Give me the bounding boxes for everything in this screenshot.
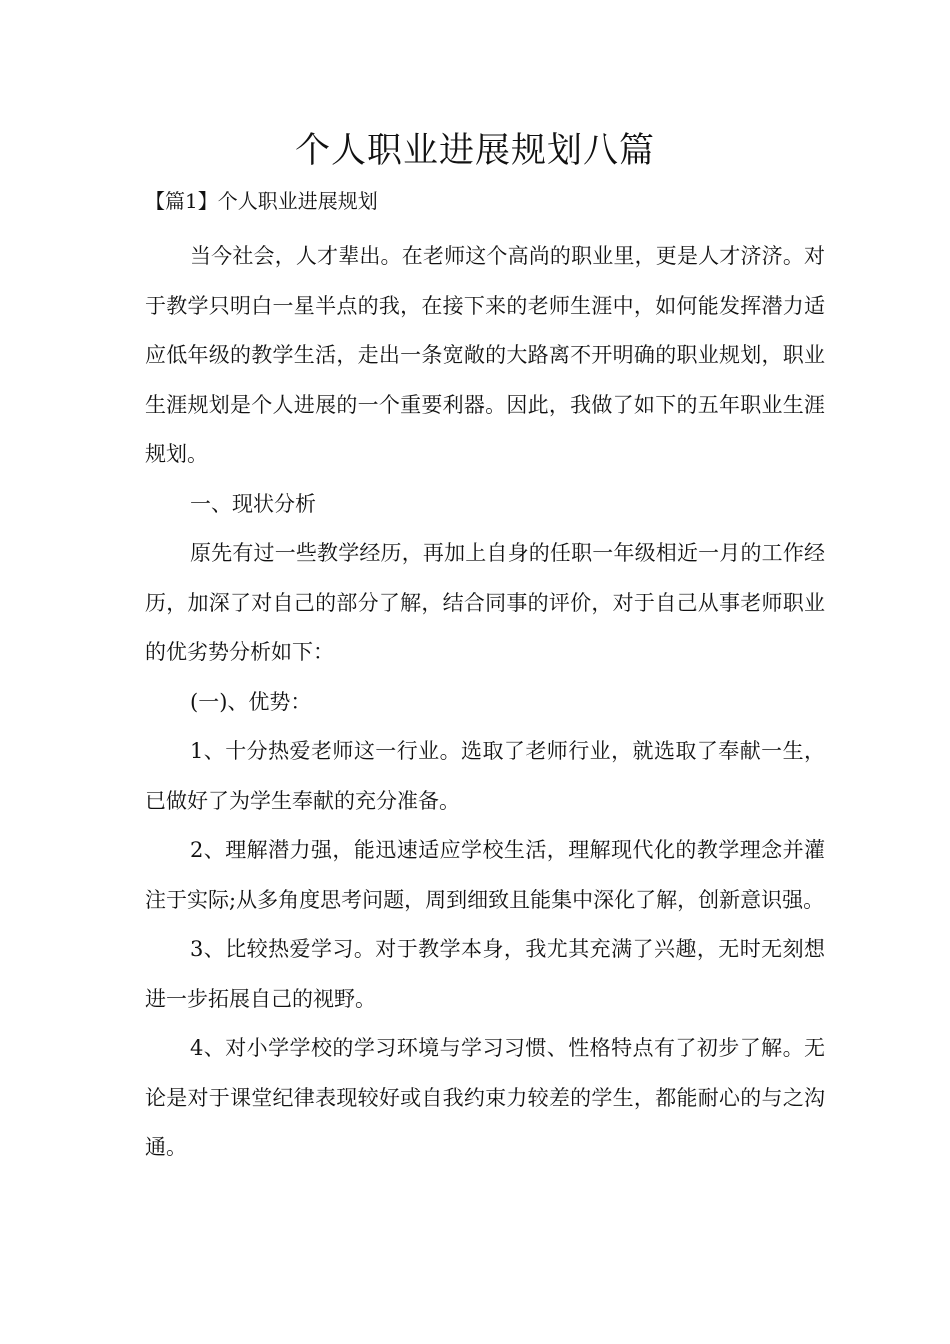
paragraph-strength-4: 4、对小学学校的学习环境与学习习惯、性格特点有了初步了解。无论是对于课堂纪律表现较好或自我约束力较差的学生，都能耐心的与之沟通。 xyxy=(145,1036,825,1159)
document-body xyxy=(145,232,825,1173)
section-heading: 【篇1】个人职业进展规划 xyxy=(145,189,378,213)
paragraph-strengths-heading: (一)、优势： xyxy=(190,689,312,714)
paragraph-intro: 当今社会，人才辈出。在老师这个高尚的职业里，更是人才济济。对于教学只明白一星半点的我，在接下来的老师生涯中，如何能发挥潜力适应低年级的教学生活，走出一条宽敞的大路离不开明确的职业规划，职业生涯规划是个人进展的一个重要利器。因此，我做了如下的五年职业生涯规划。 xyxy=(145,244,825,466)
paragraph-strength-1: 1、十分热爱老师这一行业。选取了老师行业，就选取了奉献一生，已做好了为学生奉献的充分准备。 xyxy=(145,739,825,813)
paragraph-strength-2: 2、理解潜力强，能迅速适应学校生活，理解现代化的教学理念并灌注于实际;从多角度思考问题，周到细致且能集中深化了解，创新意识强。 xyxy=(145,838,825,912)
paragraph-strength-3: 3、比较热爱学习。对于教学本身，我尤其充满了兴趣，无时无刻想进一步拓展自己的视野。 xyxy=(145,937,825,1011)
paragraph-status-heading: 一、现状分析 xyxy=(190,491,316,516)
paragraph-status-analysis: 原先有过一些教学经历，再加上自身的任职一年级相近一月的工作经历，加深了对自己的部分了解，结合同事的评价，对于自己从事老师职业的优劣势分析如下： xyxy=(145,541,825,664)
document-title: 个人职业进展规划八篇 xyxy=(294,131,655,171)
